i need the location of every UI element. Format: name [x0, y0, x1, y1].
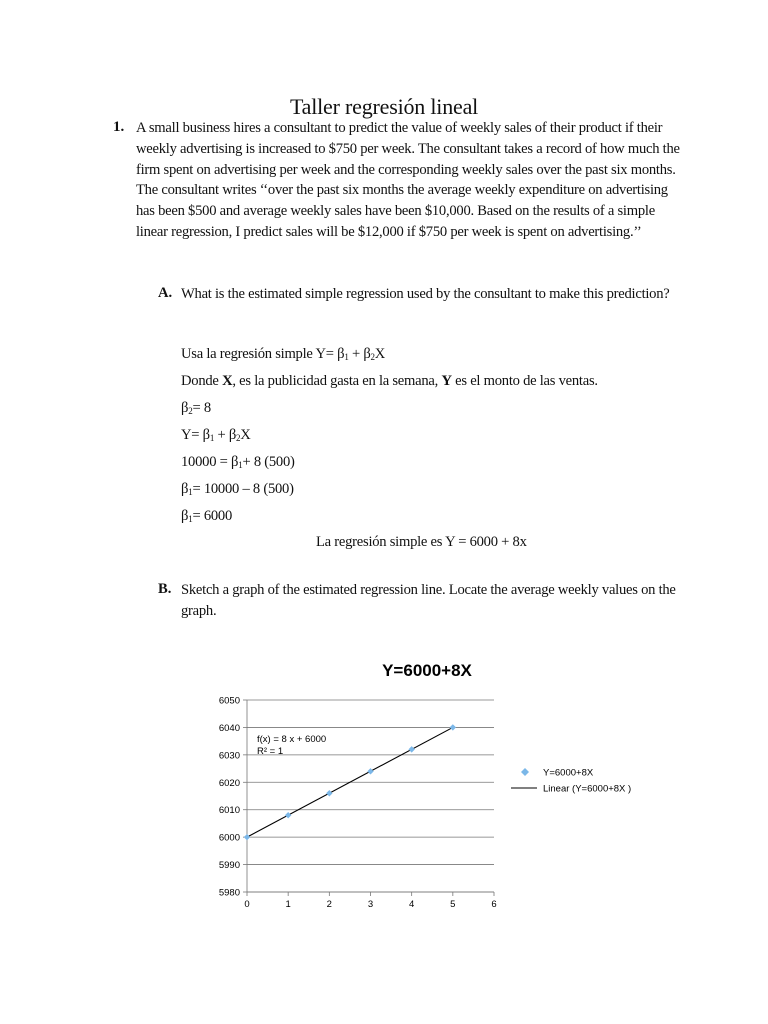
page-title: Taller regresión lineal	[289, 94, 479, 119]
x-tick-label: 2	[326, 899, 332, 910]
subscript: 2	[188, 406, 193, 416]
answer-text: = 10000 – 8 (500)	[192, 481, 294, 497]
answer-text: 10000 = β	[181, 454, 239, 470]
y-tick-label: 5980	[218, 887, 240, 899]
data-point	[285, 812, 291, 818]
answer-text: es el monto de las ventas.	[451, 373, 598, 389]
legend-label: Y=6000+8X	[543, 767, 594, 779]
answer-text: = 8	[192, 400, 211, 416]
answer-text: + 8 (500)	[242, 454, 295, 470]
y-tick-label: 6040	[218, 722, 240, 734]
x-tick-label: 4	[409, 899, 415, 910]
variable-x: X	[222, 373, 233, 389]
x-tick-label: 1	[285, 899, 291, 910]
y-tick-label: 6020	[218, 777, 240, 789]
legend-marker	[521, 768, 529, 776]
y-tick-label: 6010	[218, 805, 240, 817]
chart-title: Y=6000+8X	[382, 661, 472, 680]
data-point	[326, 790, 332, 796]
part-b-question: Sketch a graph of the estimated regression line. Locate the average weekly values on the graph.	[181, 582, 676, 619]
r-squared-label: R² = 1	[257, 746, 284, 757]
x-tick-label: 6	[491, 899, 497, 910]
answer-text: β	[181, 400, 189, 416]
answer-text: Usa la regresión simple Y= β	[181, 346, 345, 362]
answer-text: β	[181, 481, 189, 497]
answer-text: X	[374, 346, 386, 362]
answer-line-6	[181, 481, 294, 498]
variable-y: Y	[441, 373, 452, 389]
answer-text: Donde	[181, 373, 223, 389]
answer-text: X	[240, 427, 251, 443]
answer-text: + β	[214, 427, 237, 443]
answer-line-1	[181, 346, 385, 363]
answer-line-7	[181, 508, 232, 525]
y-tick-label: 6050	[218, 695, 240, 707]
part-b-letter: B.	[158, 581, 172, 597]
subscript: 1	[209, 433, 215, 443]
answer-text: Y= β	[181, 427, 210, 443]
answer-text: β	[181, 508, 189, 524]
question-1-text: A small business hires a consultant to predict the value of weekly sales of their product if their weekly advertising is increased to $750 per week. The consultant takes a record of how much the firm spent on advertising per week and the corresponding weekly sales over the past six months. The consultant writes ‘‘over the past six months the average weekly expenditure on advertising has been $500 and average weekly sales have been $10,000. Based on the results of a simple linear regression, I predict sales will be $12,000 if $750 per week is spent on advertising.’’	[136, 120, 680, 240]
subscript: 1	[344, 352, 349, 362]
legend-label: Linear (Y=6000+8X )	[543, 783, 632, 795]
answer-conclusion: La regresión simple es Y = 6000 + 8x	[316, 534, 527, 550]
regression-chart	[195, 650, 665, 925]
part-a-question: What is the estimated simple regression used by the consultant to make this prediction?	[181, 286, 670, 302]
data-point	[408, 746, 414, 752]
y-tick-label: 6000	[218, 832, 240, 844]
subscript: 2	[370, 352, 375, 362]
x-tick-label: 5	[450, 899, 456, 910]
subscript: 1	[188, 514, 193, 524]
answer-line-5	[181, 454, 295, 471]
data-point	[450, 724, 456, 730]
answer-line-3	[181, 400, 211, 417]
subscript: 1	[188, 487, 193, 497]
subscript: 2	[236, 433, 241, 443]
y-tick-label: 5990	[218, 860, 240, 872]
equation-label: f(x) = 8 x + 6000	[257, 734, 327, 745]
answer-text: = 6000	[192, 508, 233, 524]
answer-text: + β	[348, 346, 371, 362]
data-point	[367, 768, 373, 774]
subscript: 1	[238, 460, 243, 470]
y-tick-label: 6030	[218, 750, 240, 762]
x-tick-label: 0	[244, 899, 250, 910]
answer-text: , es la publicidad gasta en la semana,	[232, 373, 442, 389]
answer-line-4	[181, 427, 251, 444]
answer-line-2	[181, 373, 598, 390]
data-point	[244, 834, 250, 840]
question-1-number: 1.	[113, 119, 125, 135]
x-tick-label: 3	[367, 899, 374, 910]
part-a-letter: A.	[158, 285, 173, 301]
